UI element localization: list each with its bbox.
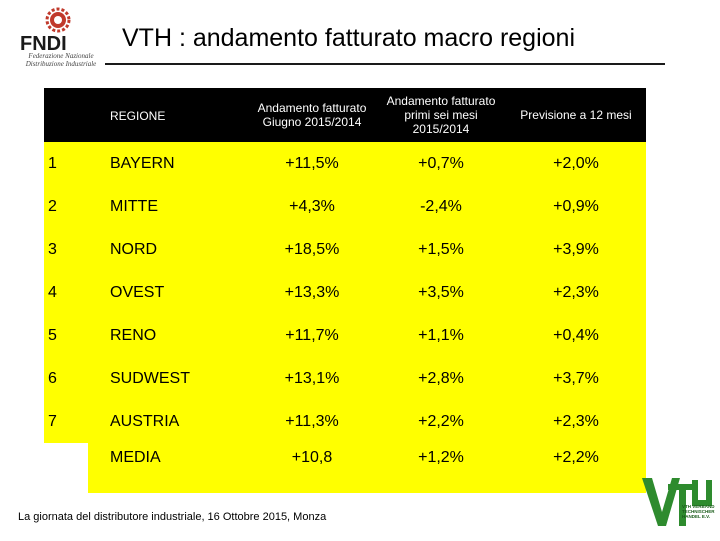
row-region: BAYERN xyxy=(88,142,248,185)
table-row xyxy=(44,271,646,314)
row-forecast: +3,9% xyxy=(506,228,646,271)
row-first-half: +2,2% xyxy=(376,400,506,443)
row-june: +11,3% xyxy=(248,400,376,443)
vth-logo-icon xyxy=(636,470,716,536)
row-june: +13,3% xyxy=(248,271,376,314)
vth-logo-caption: VTH VERBAND TECHNISCHER HANDEL E.V. xyxy=(682,504,715,519)
row-number: 6 xyxy=(44,357,88,400)
row-june: +18,5% xyxy=(248,228,376,271)
media-june: +10,8 xyxy=(248,443,376,493)
table-row xyxy=(44,228,646,271)
regions-table xyxy=(44,88,646,493)
row-first-half: +2,8% xyxy=(376,357,506,400)
row-region: SUDWEST xyxy=(88,357,248,400)
row-forecast: +3,7% xyxy=(506,357,646,400)
row-region: AUSTRIA xyxy=(88,400,248,443)
row-forecast: +0,9% xyxy=(506,185,646,228)
row-first-half: +0,7% xyxy=(376,142,506,185)
media-row xyxy=(44,443,646,493)
media-label: MEDIA xyxy=(88,443,248,493)
row-region: RENO xyxy=(88,314,248,357)
row-first-half: +1,5% xyxy=(376,228,506,271)
fndi-logo-text: FNDI xyxy=(20,33,67,55)
row-forecast: +2,0% xyxy=(506,142,646,185)
footer-caption: La giornata del distributore industriale, 16 Ottobre 2015, Monza xyxy=(18,511,327,523)
row-number: 7 xyxy=(44,400,88,443)
media-first-half: +1,2% xyxy=(376,443,506,493)
row-june: +13,1% xyxy=(248,357,376,400)
row-region: NORD xyxy=(88,228,248,271)
header-first-half: Andamento fatturato primi sei mesi 2015/2014 xyxy=(376,88,506,142)
title-divider xyxy=(105,63,665,65)
row-forecast: +0,4% xyxy=(506,314,646,357)
row-first-half: -2,4% xyxy=(376,185,506,228)
row-june: +11,5% xyxy=(248,142,376,185)
row-forecast: +2,3% xyxy=(506,400,646,443)
table-row xyxy=(44,185,646,228)
header-forecast: Previsione a 12 mesi xyxy=(506,88,646,142)
header-region: REGIONE xyxy=(88,88,248,142)
row-number: 3 xyxy=(44,228,88,271)
media-blank-cell xyxy=(44,443,88,493)
fndi-logo-tagline: Federazione Nazionale Distribuzione Industriale xyxy=(25,52,97,68)
header-june: Andamento fatturato Giugno 2015/2014 xyxy=(248,88,376,142)
row-number: 4 xyxy=(44,271,88,314)
row-region: MITTE xyxy=(88,185,248,228)
table-header-row xyxy=(44,88,646,142)
row-number: 1 xyxy=(44,142,88,185)
page-title: VTH : andamento fatturato macro regioni xyxy=(122,24,576,52)
table-row xyxy=(44,357,646,400)
row-number: 2 xyxy=(44,185,88,228)
table-row xyxy=(44,400,646,443)
header-num-cell xyxy=(44,88,88,142)
row-region: OVEST xyxy=(88,271,248,314)
row-june: +11,7% xyxy=(248,314,376,357)
row-number: 5 xyxy=(44,314,88,357)
vth-logo xyxy=(636,470,716,536)
table-row xyxy=(44,142,646,185)
row-june: +4,3% xyxy=(248,185,376,228)
table-row xyxy=(44,314,646,357)
row-forecast: +2,3% xyxy=(506,271,646,314)
row-first-half: +1,1% xyxy=(376,314,506,357)
row-first-half: +3,5% xyxy=(376,271,506,314)
media-forecast: +2,2% xyxy=(506,443,646,493)
